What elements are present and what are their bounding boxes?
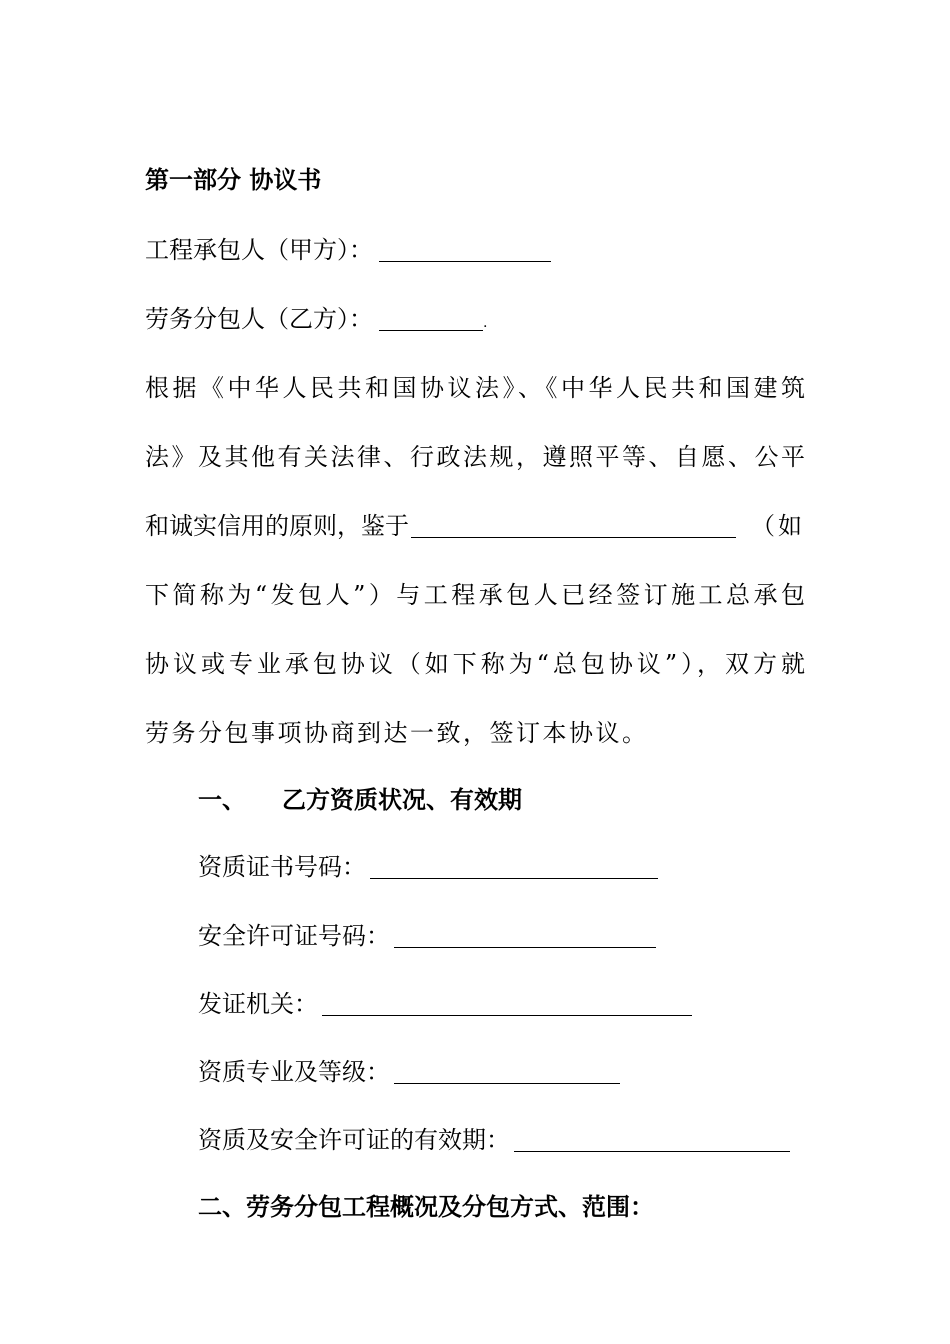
party-a-label: 工程承包人（甲方）： bbox=[145, 236, 373, 264]
validity-line bbox=[198, 1125, 790, 1155]
cert-no-line bbox=[198, 852, 658, 882]
section-1-heading bbox=[198, 785, 522, 815]
safety-no-line bbox=[198, 921, 656, 951]
validity-label: 资质及安全许可证的有效期： bbox=[198, 1126, 510, 1154]
party-b-label: 劳务分包人（乙方）： bbox=[145, 305, 373, 333]
section-2-heading: 二、劳务分包工程概况及分包方式、范围： bbox=[198, 1193, 654, 1221]
cert-no-label: 资质证书号码： bbox=[198, 853, 366, 881]
intro-line-6: 劳务分包事项协商到达一致，签订本协议。 bbox=[145, 719, 649, 747]
validity-blank[interactable] bbox=[514, 1129, 790, 1152]
intro-line-3 bbox=[145, 511, 805, 541]
issuer-line bbox=[198, 989, 692, 1019]
party-b-blank[interactable] bbox=[379, 308, 483, 331]
employer-blank[interactable] bbox=[411, 515, 736, 538]
issuer-blank[interactable] bbox=[322, 993, 692, 1016]
intro-line-1: 根据《中华人民共和国协议法》、《中华人民共和国建筑 bbox=[145, 374, 805, 402]
grade-label: 资质专业及等级： bbox=[198, 1058, 390, 1086]
intro-line-3a: 和诚实信用的原则，鉴于 bbox=[145, 512, 409, 540]
party-a-blank[interactable] bbox=[379, 239, 551, 262]
grade-line bbox=[198, 1057, 620, 1087]
party-b-line bbox=[145, 304, 487, 338]
part-heading: 第一部分 协议书 bbox=[145, 166, 322, 194]
party-b-end: . bbox=[483, 315, 488, 331]
section-1-number: 一、 bbox=[198, 786, 246, 814]
intro-line-3b: （如 bbox=[751, 512, 805, 540]
safety-no-blank[interactable] bbox=[394, 925, 656, 948]
intro-line-4: 下简称为“发包人”）与工程承包人已经签订施工总承包 bbox=[145, 581, 805, 609]
safety-no-label: 安全许可证号码： bbox=[198, 922, 390, 950]
grade-blank[interactable] bbox=[394, 1061, 620, 1084]
section-1-title: 乙方资质状况、有效期 bbox=[282, 786, 522, 814]
cert-no-blank[interactable] bbox=[370, 856, 658, 879]
intro-line-2: 法》及其他有关法律、行政法规，遵照平等、自愿、公平 bbox=[145, 443, 805, 471]
party-a-line bbox=[145, 235, 551, 265]
issuer-label: 发证机关： bbox=[198, 990, 318, 1018]
intro-line-5: 协议或专业承包协议（如下称为“总包协议”），双方就 bbox=[145, 650, 805, 678]
